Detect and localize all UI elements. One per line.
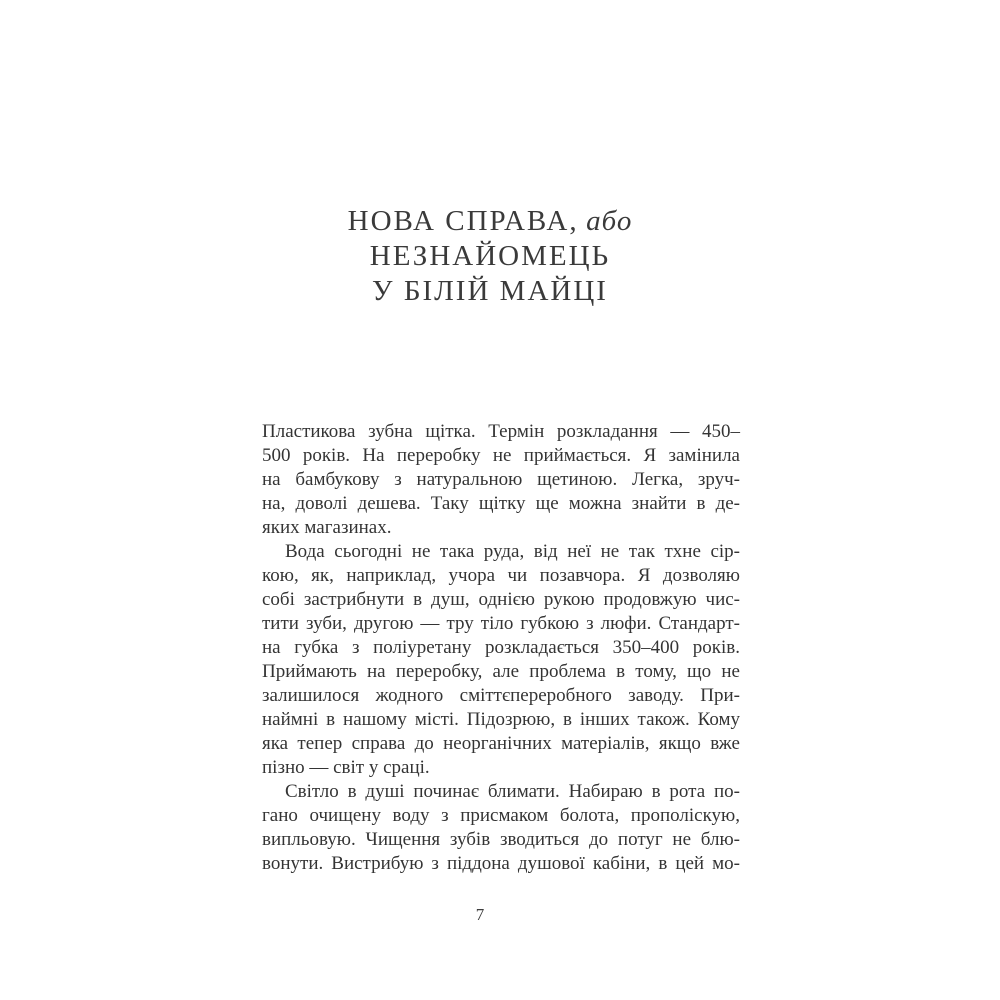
chapter-title-line-1 [241, 204, 739, 239]
text-line: 500 років. На переробку не приймається. Я замінила [262, 445, 740, 466]
text-line: тити зуби, другою — тру тіло губкою з люфи. Стандарт- [262, 613, 740, 634]
chapter-title-line-2: НЕЗНАЙОМЕЦЬ [369, 240, 611, 272]
text-line: кою, як, наприклад, учора чи позавчора. Я дозволяю [262, 565, 740, 586]
chapter-title-line-3: У БІЛІЙ МАЙЦІ [372, 275, 608, 307]
text-line: залишилося жодного сміттєпереробного заводу. При- [262, 685, 740, 706]
page-number: 7 [475, 905, 485, 924]
text-line: на, доволі дешева. Таку щітку ще можна знайти в де- [262, 493, 740, 514]
text-line: гано очищену воду з присмаком болота, прополіскую, [262, 805, 740, 826]
text-line: яка тепер справа до неорганічних матеріалів, якщо вже [262, 733, 740, 754]
chapter-title-line-1-main: НОВА СПРАВА, [347, 205, 579, 237]
body-text [262, 420, 740, 876]
text-line: собі застрибнути в душ, однією рукою продовжую чис- [262, 589, 740, 610]
text-line: Вода сьогодні не така руда, від неї не так тхне сір- [285, 541, 740, 562]
paragraph [262, 420, 740, 540]
text-line: Приймають на переробку, але проблема в тому, що не [262, 661, 740, 682]
paragraph [262, 540, 740, 780]
text-line: Світло в душі починає блимати. Набираю в рота по- [285, 781, 740, 802]
text-line: на губка з поліуретану розкладається 350–400 років. [262, 637, 740, 658]
text-line: яких магазинах. [262, 517, 392, 538]
text-line: наймні в нашому місті. Підозрюю, в інших також. Кому [262, 709, 740, 730]
paragraph [262, 780, 740, 876]
chapter-title-line-1-italic: або [586, 205, 633, 237]
text-line: вонути. Вистрибую з піддона душової кабіни, в цей мо- [262, 853, 740, 874]
text-line: випльовую. Чищення зубів зводиться до потуг не блю- [262, 829, 740, 850]
text-line: Пластикова зубна щітка. Термін розкладання — 450– [262, 421, 740, 442]
text-line: пізно — світ у сраці. [262, 757, 430, 778]
text-line: на бамбукову з натуральною щетиною. Легка, зруч- [262, 469, 740, 490]
chapter-title [241, 204, 739, 309]
